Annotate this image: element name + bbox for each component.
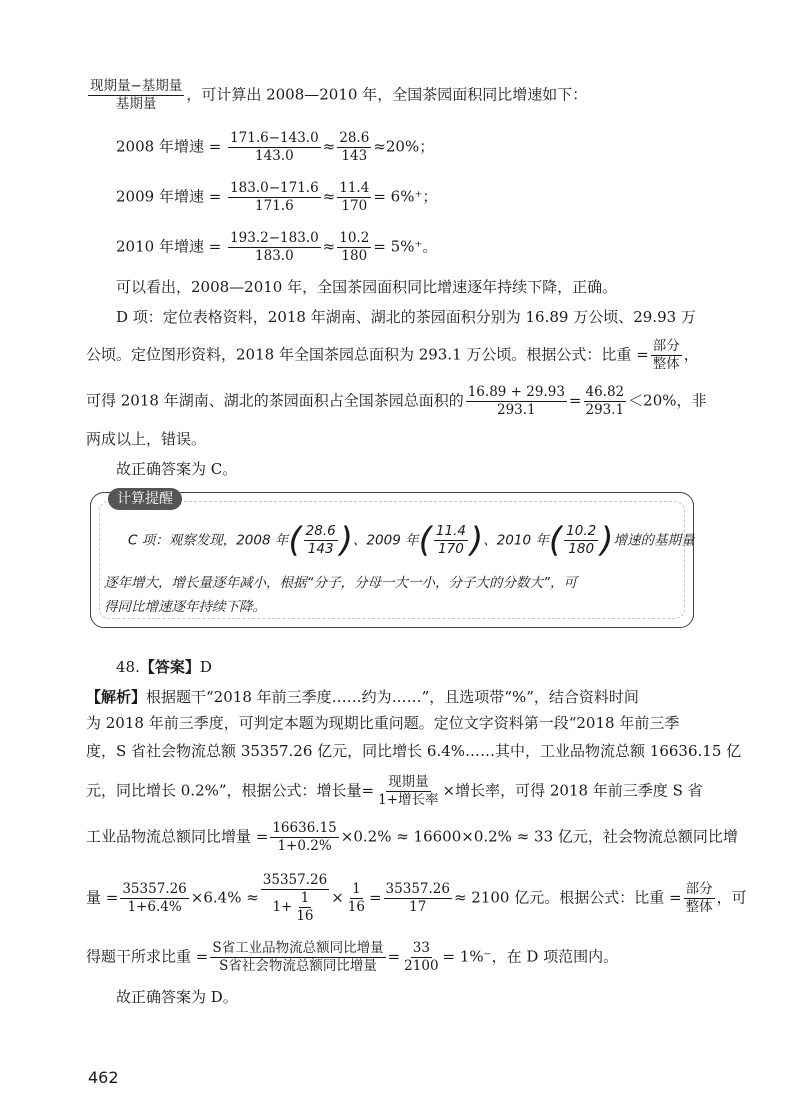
formula-line-growth-rate: $\frac{\text{现期量−基期量}}{\text{基期量}}$ ，可计算出 2008—2010 年，全国茶园面积同比增速如下：: [90, 78, 588, 112]
page-number: 462: [88, 1068, 119, 1087]
option-d-line-2: 公顷。定位图形资料，2018 年全国茶园总面积为 293.1 万公顷。根据公式：比重 = $\frac{\text{部分}}{\text{整体}}$ ，: [86, 338, 699, 372]
calc-2008: 2008 年增速 = $\frac{171.6-143.0}{143.0}$ ≈ $\frac{28.6}{143}$ ≈20%；: [116, 130, 435, 164]
tip-line-3: 得同比增速逐年持续下降。: [104, 599, 266, 615]
option-d-line-4: 两成以上，错误。: [86, 430, 207, 448]
answer-d: 故正确答案为 D。: [116, 988, 238, 1006]
analysis-line-1: 【解析】根据题干“2018 年前三季度……约为……”，且选项带“%”，结合资料时间: [86, 688, 639, 706]
answer-c: 故正确答案为 C。: [116, 460, 238, 478]
option-d-line-1: D 项：定位表格资料，2018 年湖南、湖北的茶园面积分别为 16.89 万公顷、29.93 万: [116, 308, 696, 326]
analysis-line-4: 元，同比增长 0.2%”，根据公式：增长量= $\frac{\text{现期量}}{\text{1+增长率}}$ ×增长率，可得 2018 年前三季度 S 省: [86, 774, 703, 808]
option-d-line-3: 可得 2018 年湖南、湖北的茶园面积占全国茶园总面积的 $\frac{16.89 + 29.93}{293.1}$ = $\frac{46.82}{293.1}$ ＜20%，非: [86, 384, 707, 418]
growth-rate-fraction: $\frac{\text{现期量−基期量}}{\text{基期量}}$: [90, 78, 183, 112]
question-48-answer: 48.【答案】D: [116, 658, 212, 676]
analysis-line-3: 度，S 省社会物流总额 35357.26 亿元，同比增长 6.4%……其中，工业品物流总额 16636.15 亿: [86, 742, 742, 760]
analysis-line-2: 为 2018 年前三季度，可判定本题为现期比重问题。定位文字资料第一段“2018 年前三季: [86, 714, 680, 732]
conclusion-text: 可以看出，2008—2010 年，全国茶园面积同比增速逐年持续下降，正确。: [116, 278, 618, 296]
tip-line-2: 逐年增大，增长量逐年减小，根据“分子，分母一大一小，分子大的分数大”，可: [104, 575, 577, 591]
analysis-line-7: 得题干所求比重 = $\frac{\text{S省工业品物流总额同比增量}}{\text{S省社会物流总额同比增量}}$ = $\frac{33}{2100}$ = 1%⁻，在 D 项范围内。: [86, 940, 619, 974]
analysis-line-6: 量 = $\frac{35357.26}{1+6.4\%}$ ×6.4% ≈ 35357.26 1+ $\frac{1}{16}$ × $\frac{1}{16}$ = $\frac{35357.26}{17}$ ≈ 2100 亿元。根据公式：比重 = $\frac{\text{部分}}{\text{整体}}$ ，可: [86, 872, 747, 924]
analysis-line-5: 工业品物流总额同比增量 = $\frac{16636.15}{1+0.2\%}$ ×0.2% ≈ 16600×0.2% ≈ 33 亿元，社会物流总额同比增: [86, 820, 738, 854]
tip-label: 计算提醒: [108, 488, 182, 510]
calc-2010: 2010 年增速 = $\frac{193.2-183.0}{183.0}$ ≈ $\frac{10.2}{180}$ = 5%⁺。: [116, 230, 438, 264]
calc-2009: 2009 年增速 = $\frac{183.0-171.6}{171.6}$ ≈ $\frac{11.4}{170}$ = 6%⁺；: [116, 180, 438, 214]
tip-line-1: C 项：观察发现，2008 年( $\frac{28.6}{143}$ )、2009 年( $\frac{11.4}{170}$ )、2010 年( $\frac{10.2}{180}$ )增速的基期量: [128, 520, 695, 561]
